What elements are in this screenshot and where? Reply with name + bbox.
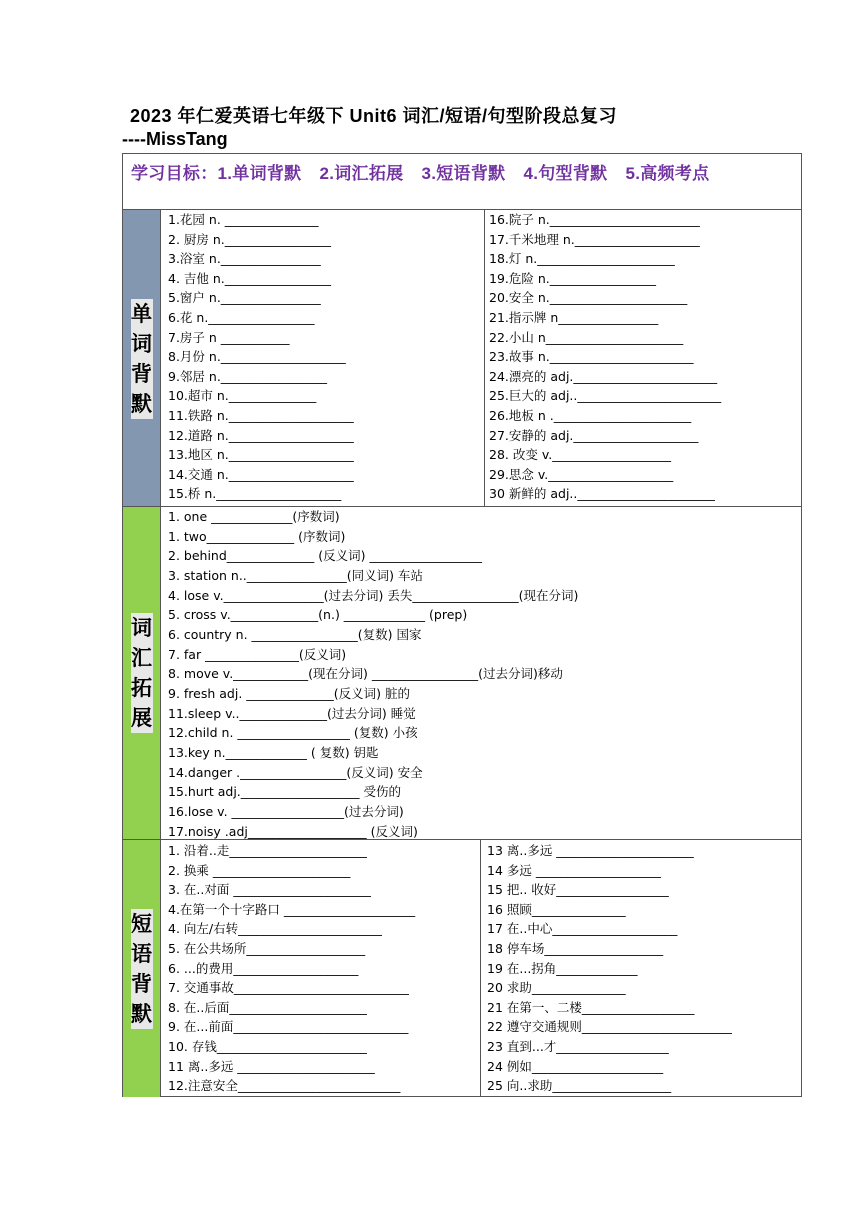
phrases-list-left	[168, 841, 415, 1096]
list-item: 22.小山 n______________________	[489, 329, 684, 345]
section-label-phrases	[123, 840, 161, 1097]
extension-list	[168, 507, 578, 841]
list-item: 20.安全 n.______________________	[489, 290, 688, 306]
list-item: 11 离..多远 ______________________	[168, 1058, 375, 1074]
list-item: 1.花园 n. _______________	[168, 212, 319, 227]
list-item: 4. lose v.________________(过去分词) 丢失_________________(现在分词)	[168, 587, 579, 603]
list-item: 14.交通 n.____________________	[168, 466, 354, 482]
list-item: 13.key n._____________ ( 复数) 钥匙	[168, 744, 379, 760]
goal-item: 1.单词背默	[217, 164, 302, 183]
list-item: 17 在..中心____________________	[487, 921, 678, 937]
list-item: 21 在第一、二楼__________________	[487, 999, 695, 1015]
list-item: 19.危险 n._________________	[489, 270, 656, 286]
list-item: 25.巨大的 adj.._______________________	[489, 388, 722, 404]
list-item: 29.思念 v.____________________	[489, 466, 674, 482]
list-item: 14.danger ._________________(反义词) 安全	[168, 764, 423, 780]
list-item: 9. 在...前面____________________________	[168, 1019, 409, 1035]
list-item: 20 求助_______________	[487, 980, 626, 996]
list-item: 18 停车场___________________	[487, 940, 664, 956]
list-item: 3. station n..________________(同义词) 车站	[168, 567, 423, 583]
list-item: 21.指示牌 n________________	[489, 309, 659, 325]
list-item: 7.房子 n ___________	[168, 329, 290, 345]
list-item: 17.noisy .adj___________________ (反义词)	[168, 823, 418, 839]
list-item: 17.千米地理 n.____________________	[489, 231, 700, 247]
list-item: 2. 换乘 ______________________	[168, 862, 351, 878]
list-item: 16 照顾_______________	[487, 901, 626, 917]
list-item: 1. 沿着..走______________________	[168, 843, 367, 858]
list-item: 6.花 n._________________	[168, 309, 315, 325]
list-item: 9.邻居 n._________________	[168, 368, 328, 384]
column-divider	[484, 210, 485, 506]
list-item: 14 多远 ____________________	[487, 862, 661, 878]
list-item: 6. country n. _________________(复数) 国家	[168, 626, 422, 642]
section-label-extension	[123, 506, 161, 840]
list-item: 15.桥 n.____________________	[168, 486, 342, 502]
list-item: 10.超市 n.______________	[168, 388, 317, 404]
list-item: 30 新鲜的 adj..______________________	[489, 486, 715, 502]
list-item: 9. fresh adj. ______________(反义词) 脏的	[168, 685, 411, 701]
list-item: 4.在第一个十字路口 _____________________	[168, 901, 416, 917]
list-item: 12.注意安全__________________________	[168, 1078, 401, 1094]
list-item: 12.child n. __________________ (复数) 小孩	[168, 725, 418, 741]
list-item: 1. two______________ (序数词)	[168, 528, 346, 544]
list-item: 7. far _______________(反义词)	[168, 646, 347, 662]
list-item: 8. move v.____________(现在分词) _________________(过去分词)移动	[168, 666, 563, 682]
goal-item: 3.短语背默	[421, 164, 506, 183]
list-item: 7. 交通事故____________________________	[168, 980, 409, 996]
list-item: 13 离..多远 ______________________	[487, 843, 694, 858]
list-item: 16.lose v. __________________(过去分词)	[168, 803, 404, 819]
list-item: 15 把.. 收好__________________	[487, 882, 669, 898]
section-label-text: 短语背默	[131, 909, 153, 1029]
list-item: 25 向..求助___________________	[487, 1078, 672, 1094]
list-item: 18.灯 n.______________________	[489, 251, 675, 267]
page-title: 2023 年仁爱英语七年级下 Unit6 词汇/短语/句型阶段总复习	[130, 106, 618, 126]
learning-goals	[123, 154, 801, 210]
section-label-text: 单词背默	[131, 299, 153, 419]
goal-label: 学习目标：	[131, 164, 218, 183]
list-item: 3.浴室 n.________________	[168, 251, 321, 267]
phrases-list-right	[487, 841, 732, 1096]
list-item: 11.铁路 n.____________________	[168, 407, 354, 423]
list-item: 2. 厨房 n._________________	[168, 231, 332, 247]
list-item: 24 例如_____________________	[487, 1058, 664, 1074]
list-item: 24.漂亮的 adj._______________________	[489, 368, 718, 384]
list-item: 8.月份 n.____________________	[168, 349, 346, 365]
list-item: 8. 在..后面______________________	[168, 999, 367, 1015]
list-item: 15.hurt adj.___________________ 受伤的	[168, 784, 402, 800]
list-item: 5.窗户 n.________________	[168, 290, 321, 306]
list-item: 28. 改变 v.___________________	[489, 447, 671, 463]
list-item: 4. 吉他 n._________________	[168, 270, 332, 286]
author-line: ----MissTang	[122, 129, 228, 149]
list-item: 27.安静的 adj.____________________	[489, 427, 699, 443]
list-item: 5. 在公共场所___________________	[168, 940, 366, 956]
goal-item: 2.词汇拓展	[319, 164, 404, 183]
list-item: 13.地区 n.____________________	[168, 447, 354, 463]
list-item: 5. cross v.______________(n.) _____________ (prep)	[168, 607, 468, 623]
list-item: 26.地板 n .______________________	[489, 407, 692, 423]
list-item: 2. behind______________ (反义词) __________________	[168, 548, 482, 564]
list-item: 23.故事 n._______________________	[489, 349, 694, 365]
column-divider	[480, 840, 481, 1097]
section-label-vocab	[123, 210, 161, 507]
list-item: 19 在...拐角_____________	[487, 960, 638, 976]
list-item: 10. 存钱________________________	[168, 1038, 367, 1054]
vocab-list-left	[168, 210, 354, 504]
list-item: 22 遵守交通规则________________________	[487, 1019, 732, 1035]
list-item: 23 直到...才__________________	[487, 1038, 669, 1054]
list-item: 4. 向左/右转_______________________	[168, 921, 382, 937]
section-label-text: 词汇拓展	[131, 613, 153, 733]
list-item: 11.sleep v..______________(过去分词) 睡觉	[168, 705, 416, 721]
review-table	[122, 153, 802, 1097]
goal-item: 4.句型背默	[523, 164, 608, 183]
list-item: 12.道路 n.____________________	[168, 427, 354, 443]
goal-item: 5.高频考点	[625, 164, 710, 183]
list-item: 1. one _____________(序数词)	[168, 509, 340, 524]
list-item: 6. ...的费用____________________	[168, 960, 359, 976]
list-item: 16.院子 n.________________________	[489, 212, 700, 227]
list-item: 3. 在..对面 ______________________	[168, 882, 371, 898]
vocab-list-right	[489, 210, 721, 504]
